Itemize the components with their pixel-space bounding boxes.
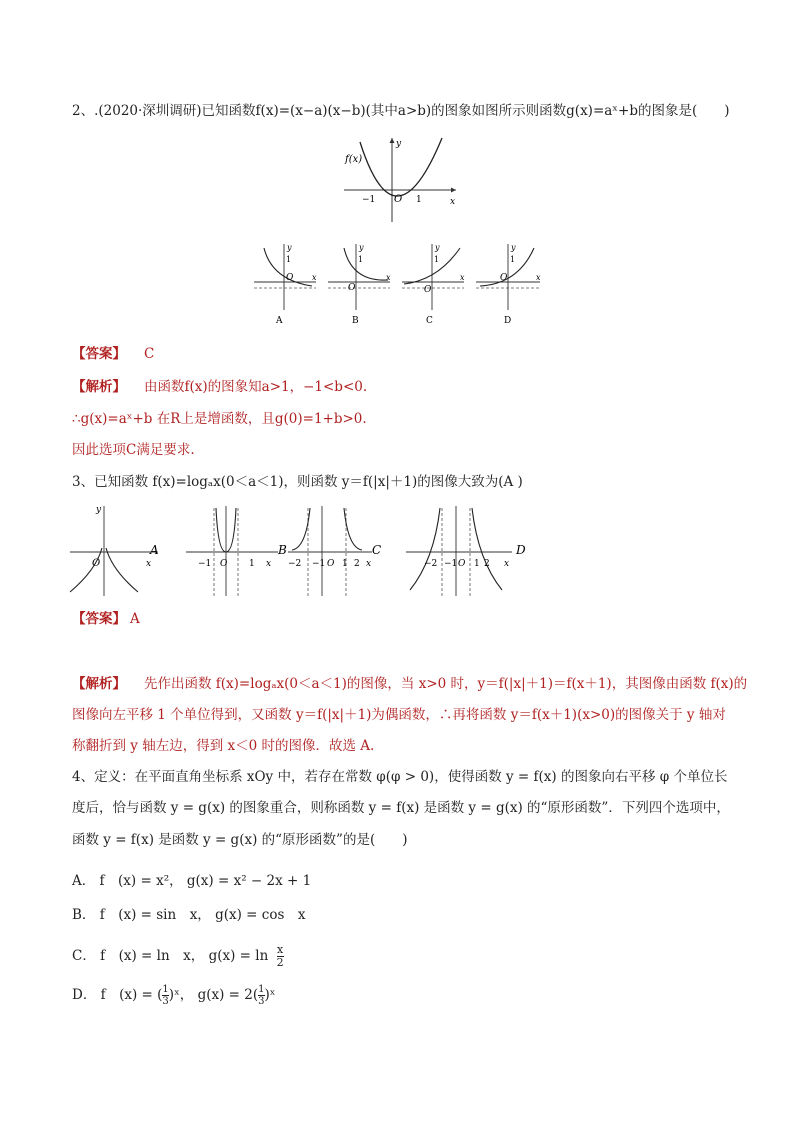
q2-question: 2、.(2020·深圳调研)已知函数f(x)=(x−a)(x−b)(其中a>b)的图象如图所示则函数g(x)=aˣ+b的图象是( ) xyxy=(72,103,730,119)
svg-text:1: 1 xyxy=(286,255,292,264)
q4-line-2: 度后，恰与函数 y = g(x) 的图象重合，则称函数 y = f(x) 是函数 y = g(x) 的“原形函数”．下列四个选项中， xyxy=(72,800,730,816)
svg-text:O: O xyxy=(424,285,432,295)
q2-option-b-graph xyxy=(328,243,391,326)
q4-option-a: A． f (x) = x²， g(x) = x² − 2x + 1 xyxy=(72,873,312,889)
q3-option-c-label: C xyxy=(372,543,382,557)
svg-text:1: 1 xyxy=(358,255,364,264)
svg-text:x: x xyxy=(146,559,152,569)
svg-text:2: 2 xyxy=(484,559,490,569)
q2-option-a-label: A xyxy=(276,316,283,326)
svg-text:1: 1 xyxy=(474,559,480,569)
svg-text:O: O xyxy=(286,273,294,283)
svg-text:x: x xyxy=(460,273,465,282)
q2-fx-label: f(x) xyxy=(345,154,363,165)
svg-text:y: y xyxy=(435,243,440,252)
svg-text:1: 1 xyxy=(342,559,348,569)
q4-line-3: 函数 y = f(x) 是函数 y = g(x) 的“原形函数”的是( ) xyxy=(72,832,408,848)
q3-question: 3、已知函数 f(x)=logₐx(0＜a＜1)，则函数 y＝f(|x|＋1)的图像大致为(A ) xyxy=(72,474,523,490)
svg-text:x: x xyxy=(386,273,391,282)
q4-option-c: C． f (x) = ln x， g(x) = ln $\frac{x}{2}$ xyxy=(72,943,284,969)
q2-option-a-graph xyxy=(254,243,317,326)
q3-option-d-label: D xyxy=(516,543,526,557)
svg-text:O: O xyxy=(458,559,466,569)
svg-text:−1: −1 xyxy=(362,195,376,205)
svg-text:x: x xyxy=(504,559,510,569)
q2-analysis-2: ∴g(x)=aˣ+b 在R上是增函数，且g(0)=1+b>0. xyxy=(72,411,367,427)
svg-text:y: y xyxy=(511,243,516,252)
svg-text:−1: −1 xyxy=(444,559,458,569)
svg-text:y: y xyxy=(96,505,102,515)
svg-text:1: 1 xyxy=(510,255,516,264)
q2-main-graph xyxy=(340,132,460,224)
q3-option-graphs xyxy=(66,500,536,600)
svg-text:y: y xyxy=(396,139,402,149)
q3-option-b-graph xyxy=(186,506,287,596)
svg-text:2: 2 xyxy=(354,559,360,569)
q4-option-b: B． f (x) = sin x， g(x) = cos x xyxy=(72,907,306,923)
q2-option-graphs xyxy=(248,240,548,330)
q3-analysis-1: 【解析】 先作出函数 f(x)=logₐx(0＜a＜1)的图像，当 x>0 时，y＝f(|x|＋1)＝f(x＋1)，其图像由函数 f(x)的 xyxy=(72,676,748,692)
svg-text:−2: −2 xyxy=(424,559,438,569)
svg-text:1: 1 xyxy=(434,255,440,264)
q3-answer: 【答案】 A xyxy=(72,611,140,627)
svg-text:x: x xyxy=(450,197,456,207)
q3-analysis-2: 图像向左平移 1 个单位得到，又函数 y＝f(|x|＋1)为偶函数，∴再将函数 y＝f(x＋1)(x>0)的图像关于 y 轴对 xyxy=(72,707,726,723)
svg-text:O: O xyxy=(500,273,508,283)
q4-option-d: D． f (x) = ( $\frac{1}{3}$ )ˣ， g(x) = 2( $\frac{1}{3}$ )ˣ xyxy=(72,984,276,1007)
svg-text:−1: −1 xyxy=(198,559,212,569)
svg-text:O: O xyxy=(92,558,101,569)
svg-text:1: 1 xyxy=(249,559,255,569)
svg-text:x: x xyxy=(266,559,272,569)
q2-analysis-3: 因此选项C满足要求. xyxy=(72,442,195,458)
svg-text:O: O xyxy=(394,194,403,205)
q2-answer: 【答案】 C xyxy=(72,346,155,362)
q2-option-b-label: B xyxy=(352,316,359,326)
q4-line-1: 4、定义：在平面直角坐标系 xOy 中，若存在常数 φ(φ > 0)，使得函数 y = f(x) 的图象向右平移 φ 个单位长 xyxy=(72,769,728,785)
svg-text:O: O xyxy=(327,559,335,569)
q2-option-c-label: C xyxy=(426,316,433,326)
svg-text:x: x xyxy=(312,273,317,282)
svg-text:O: O xyxy=(220,559,228,569)
q2-option-c-graph xyxy=(402,243,465,326)
q3-analysis-3: 称翻折到 y 轴左边，得到 x＜0 时的图像．故选 A. xyxy=(72,738,375,754)
svg-text:−1: −1 xyxy=(312,559,326,569)
q3-option-d-graph xyxy=(406,506,526,596)
q3-option-a-graph xyxy=(70,505,159,596)
q3-option-c-graph xyxy=(288,506,381,596)
svg-text:1: 1 xyxy=(416,195,422,205)
svg-text:x: x xyxy=(536,273,541,282)
q3-option-a-label: A xyxy=(150,543,159,557)
q3-option-b-label: B xyxy=(278,543,287,557)
svg-text:y: y xyxy=(359,243,364,252)
svg-text:−2: −2 xyxy=(288,559,302,569)
q2-option-d-label: D xyxy=(504,316,512,326)
svg-text:O: O xyxy=(348,283,356,293)
svg-text:y: y xyxy=(287,243,292,252)
svg-text:x: x xyxy=(366,559,372,569)
q2-option-d-graph xyxy=(476,243,541,326)
q2-analysis-1: 【解析】 由函数f(x)的图象知a>1，−1<b<0. xyxy=(72,379,368,395)
